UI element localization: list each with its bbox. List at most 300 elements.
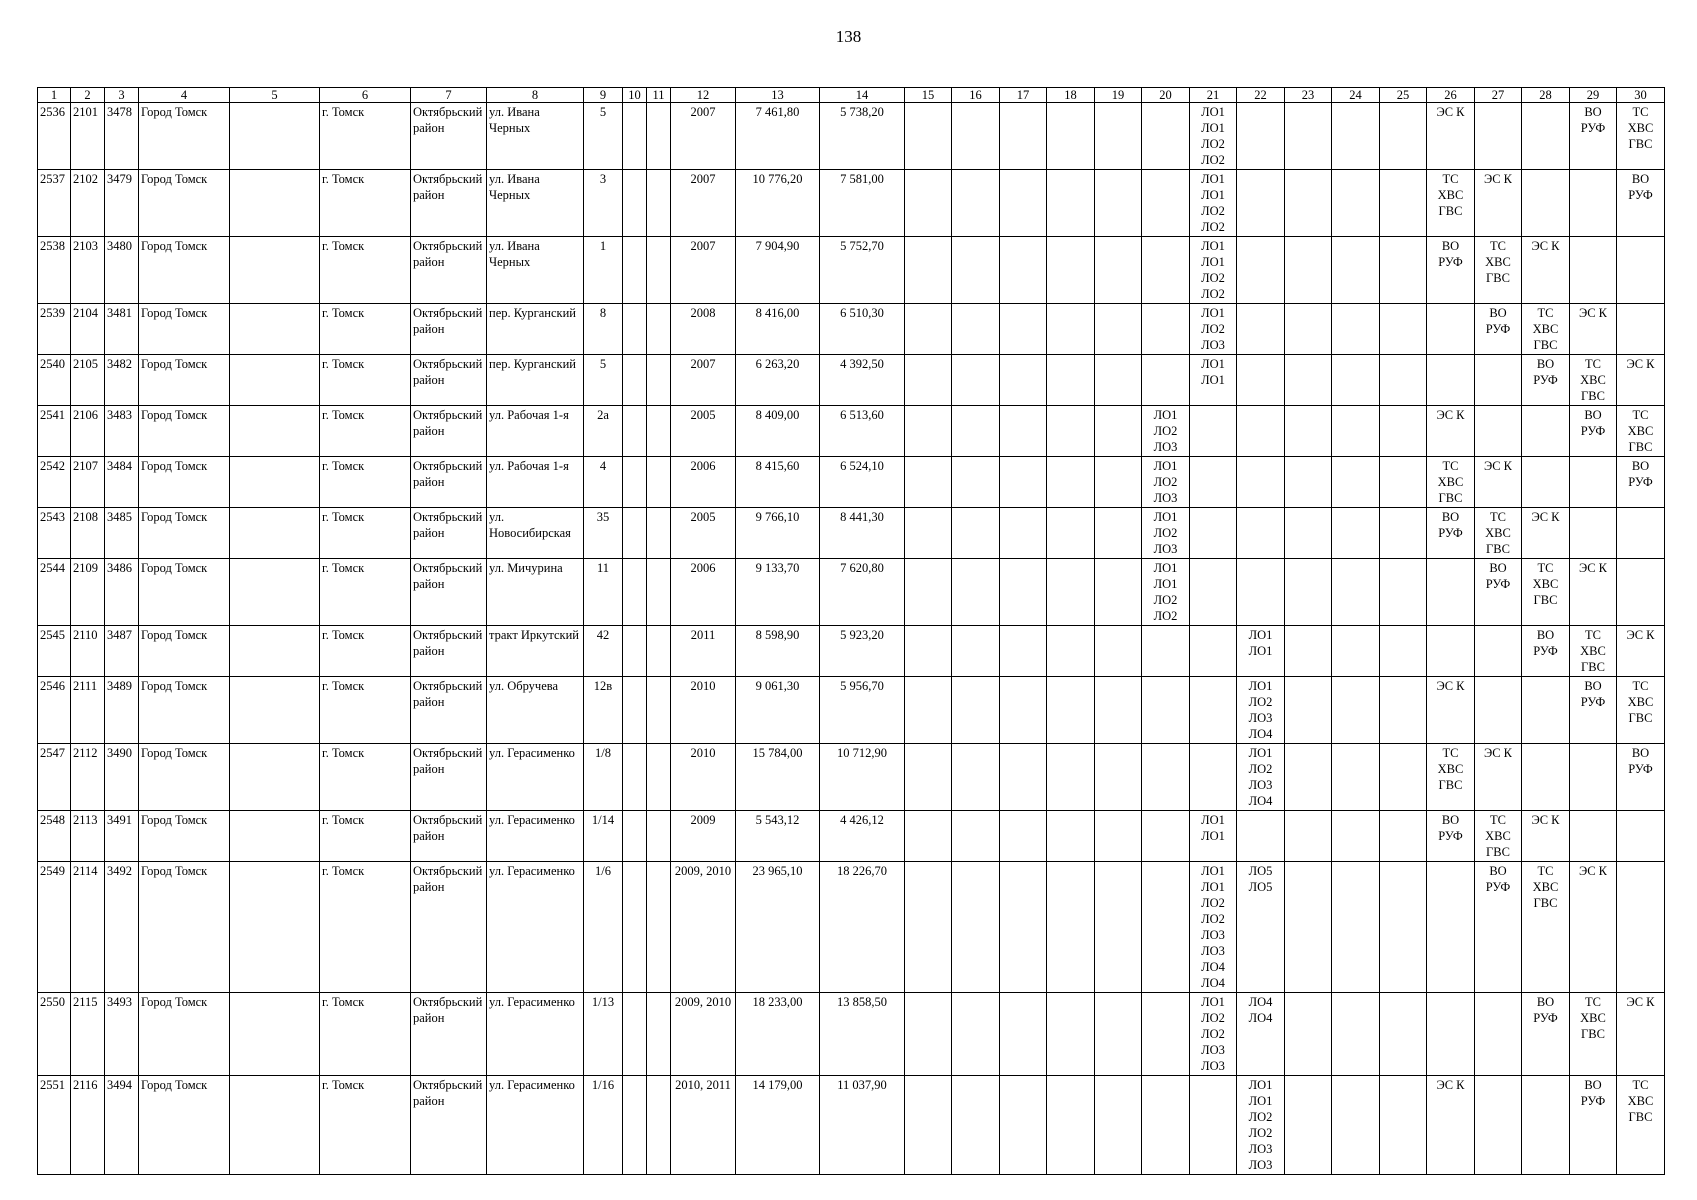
code-entry: ГВС (1438, 491, 1463, 505)
cell-col-1: 2545 (38, 626, 71, 677)
cell-col-8: ул. Новосибирская (487, 508, 584, 559)
code-entry: ЭС К (1578, 561, 1608, 575)
cell-col-29 (1570, 626, 1617, 677)
cell-col-1: 2541 (38, 406, 71, 457)
code-entry: ЭС К (1531, 239, 1560, 253)
cell-col-1: 2544 (38, 559, 71, 626)
cell-col-16 (952, 103, 1000, 170)
table-row (38, 237, 1665, 304)
code-entry: ЛО1 (1201, 373, 1225, 387)
table-row (38, 1076, 1665, 1175)
code-entry: ХВС (1580, 644, 1606, 658)
column-header-19: 19 (1095, 88, 1142, 103)
cell-col-15 (905, 862, 952, 993)
cell-col-13: 7 904,90 (736, 237, 820, 304)
cell-col-23 (1285, 304, 1332, 355)
cell-col-13: 8 598,90 (736, 626, 820, 677)
code-entry: ГВС (1533, 896, 1558, 910)
cell-col-8: пер. Курганский (487, 355, 584, 406)
cell-col-23 (1285, 170, 1332, 237)
cell-col-1: 2546 (38, 677, 71, 744)
cell-col-18 (1047, 1076, 1095, 1175)
cell-col-27 (1475, 508, 1522, 559)
cell-col-29 (1570, 811, 1617, 862)
code-entry: ЛО1 (1201, 880, 1225, 894)
column-header-10: 10 (623, 88, 647, 103)
cell-col-23 (1285, 1076, 1332, 1175)
code-entry: ГВС (1628, 137, 1653, 151)
cell-col-1: 2537 (38, 170, 71, 237)
cell-col-16 (952, 744, 1000, 811)
cell-col-6: г. Томск (320, 677, 411, 744)
cell-col-7: Октябрьский район (411, 508, 487, 559)
cell-col-12: 2010, 2011 (671, 1076, 736, 1175)
cell-col-17 (1000, 1076, 1047, 1175)
code-entry: ЛО4 (1248, 995, 1273, 1009)
cell-col-10 (623, 355, 647, 406)
cell-col-4: Город Томск (139, 457, 230, 508)
cell-col-5 (230, 862, 320, 993)
code-entry: ЛО3 (1153, 491, 1178, 505)
cell-col-16 (952, 406, 1000, 457)
cell-col-29 (1570, 355, 1617, 406)
cell-col-9: 1/8 (584, 744, 623, 811)
code-entry: ГВС (1533, 338, 1558, 352)
cell-col-27 (1475, 626, 1522, 677)
cell-col-18 (1047, 744, 1095, 811)
cell-col-6: г. Томск (320, 103, 411, 170)
cell-col-5 (230, 457, 320, 508)
code-entry: ЛО1 (1153, 577, 1178, 591)
cell-col-5 (230, 237, 320, 304)
cell-col-29 (1570, 170, 1617, 237)
cell-col-15 (905, 237, 952, 304)
column-header-26: 26 (1427, 88, 1475, 103)
cell-col-22 (1237, 744, 1285, 811)
cell-col-17 (1000, 993, 1047, 1076)
column-header-3: 3 (105, 88, 139, 103)
cell-col-18 (1047, 457, 1095, 508)
code-entry: ЛО1 (1153, 510, 1178, 524)
cell-col-9: 5 (584, 103, 623, 170)
cell-col-14: 7 620,80 (820, 559, 905, 626)
code-entry: ХВС (1485, 526, 1511, 540)
cell-col-15 (905, 677, 952, 744)
code-entry: ВО (1584, 1078, 1602, 1092)
cell-col-18 (1047, 559, 1095, 626)
column-header-5: 5 (230, 88, 320, 103)
cell-col-30 (1617, 355, 1665, 406)
cell-col-3: 3486 (105, 559, 139, 626)
cell-col-21 (1190, 1076, 1237, 1175)
cell-col-21 (1190, 862, 1237, 993)
code-entry: ЛО1 (1248, 679, 1273, 693)
table-row (38, 457, 1665, 508)
code-entry: ТС (1490, 813, 1506, 827)
cell-col-10 (623, 811, 647, 862)
code-entry: ГВС (1628, 711, 1653, 725)
cell-col-10 (623, 457, 647, 508)
code-entry: РУФ (1580, 121, 1606, 135)
cell-col-15 (905, 508, 952, 559)
cell-col-27 (1475, 993, 1522, 1076)
code-entry: ЛО1 (1201, 105, 1225, 119)
cell-col-17 (1000, 170, 1047, 237)
cell-col-24 (1332, 237, 1380, 304)
cell-col-20 (1142, 508, 1190, 559)
cell-col-28 (1522, 744, 1570, 811)
cell-col-13: 8 415,60 (736, 457, 820, 508)
cell-col-14: 8 441,30 (820, 508, 905, 559)
cell-col-11 (647, 406, 671, 457)
cell-col-24 (1332, 993, 1380, 1076)
cell-col-15 (905, 1076, 952, 1175)
table-row (38, 170, 1665, 237)
code-entry: ЛО2 (1201, 137, 1225, 151)
cell-col-6: г. Томск (320, 626, 411, 677)
code-entry: ХВС (1580, 1011, 1606, 1025)
column-header-18: 18 (1047, 88, 1095, 103)
cell-col-1: 2549 (38, 862, 71, 993)
code-entry: ЛО2 (1201, 153, 1225, 167)
cell-col-4: Город Томск (139, 355, 230, 406)
code-entry: ХВС (1627, 424, 1654, 438)
code-entry: ЛО3 (1201, 928, 1225, 942)
code-entry: ЛО1 (1248, 746, 1273, 760)
cell-col-3: 3494 (105, 1076, 139, 1175)
cell-col-26 (1427, 103, 1475, 170)
cell-col-7: Октябрьский район (411, 1076, 487, 1175)
cell-col-14: 18 226,70 (820, 862, 905, 993)
cell-col-24 (1332, 744, 1380, 811)
cell-col-15 (905, 626, 952, 677)
cell-col-12: 2009, 2010 (671, 993, 736, 1076)
code-entry: ТС (1442, 746, 1459, 760)
code-entry: ЛО2 (1201, 204, 1225, 218)
cell-col-4: Город Томск (139, 508, 230, 559)
cell-col-6: г. Томск (320, 811, 411, 862)
cell-col-28 (1522, 237, 1570, 304)
cell-col-24 (1332, 170, 1380, 237)
cell-col-8: ул. Ивана Черных (487, 237, 584, 304)
cell-col-19 (1095, 457, 1142, 508)
cell-col-2: 2108 (71, 508, 105, 559)
code-entry: ВО (1631, 746, 1650, 760)
cell-col-29 (1570, 457, 1617, 508)
code-entry: ЛО1 (1248, 628, 1273, 642)
cell-col-10 (623, 626, 647, 677)
cell-col-19 (1095, 993, 1142, 1076)
cell-col-10 (623, 508, 647, 559)
cell-col-19 (1095, 811, 1142, 862)
cell-col-30 (1617, 508, 1665, 559)
cell-col-13: 9 061,30 (736, 677, 820, 744)
code-entry: ТС (1632, 679, 1649, 693)
cell-col-17 (1000, 406, 1047, 457)
code-entry: ЛО1 (1201, 188, 1225, 202)
cell-col-26 (1427, 406, 1475, 457)
cell-col-23 (1285, 993, 1332, 1076)
cell-col-17 (1000, 862, 1047, 993)
cell-col-14: 4 426,12 (820, 811, 905, 862)
cell-col-10 (623, 406, 647, 457)
cell-col-5 (230, 170, 320, 237)
column-header-29: 29 (1570, 88, 1617, 103)
cell-col-10 (623, 304, 647, 355)
cell-col-20 (1142, 811, 1190, 862)
cell-col-2: 2115 (71, 993, 105, 1076)
cell-col-21 (1190, 170, 1237, 237)
cell-col-26 (1427, 1076, 1475, 1175)
cell-col-9: 5 (584, 355, 623, 406)
code-entry: РУФ (1580, 424, 1606, 438)
column-header-1: 1 (38, 88, 71, 103)
cell-col-6: г. Томск (320, 744, 411, 811)
cell-col-9: 8 (584, 304, 623, 355)
cell-col-14: 6 524,10 (820, 457, 905, 508)
code-entry: РУФ (1485, 577, 1511, 591)
cell-col-1: 2548 (38, 811, 71, 862)
cell-col-27 (1475, 103, 1522, 170)
cell-col-14: 5 956,70 (820, 677, 905, 744)
code-entry: ЛО1 (1153, 408, 1178, 422)
code-entry: ЛО1 (1248, 1094, 1273, 1108)
cell-col-11 (647, 862, 671, 993)
cell-col-24 (1332, 304, 1380, 355)
cell-col-16 (952, 170, 1000, 237)
cell-col-21 (1190, 304, 1237, 355)
cell-col-2: 2104 (71, 304, 105, 355)
cell-col-4: Город Томск (139, 744, 230, 811)
cell-col-17 (1000, 811, 1047, 862)
cell-col-17 (1000, 304, 1047, 355)
cell-col-4: Город Томск (139, 626, 230, 677)
cell-col-4: Город Томск (139, 304, 230, 355)
cell-col-7: Октябрьский район (411, 406, 487, 457)
cell-col-25 (1380, 237, 1427, 304)
cell-col-19 (1095, 508, 1142, 559)
cell-col-25 (1380, 626, 1427, 677)
code-entry: ЛО4 (1201, 976, 1225, 990)
cell-col-12: 2011 (671, 626, 736, 677)
cell-col-2: 2112 (71, 744, 105, 811)
cell-col-12: 2010 (671, 744, 736, 811)
cell-col-21 (1190, 744, 1237, 811)
code-entry: ЛО3 (1248, 711, 1273, 725)
cell-col-11 (647, 103, 671, 170)
cell-col-26 (1427, 677, 1475, 744)
cell-col-21 (1190, 457, 1237, 508)
cell-col-7: Октябрьский район (411, 744, 487, 811)
code-entry: ЛО1 (1201, 357, 1225, 371)
table-header (38, 88, 1665, 103)
column-header-2: 2 (71, 88, 105, 103)
cell-col-9: 1/13 (584, 993, 623, 1076)
cell-col-2: 2110 (71, 626, 105, 677)
cell-col-15 (905, 744, 952, 811)
cell-col-1: 2540 (38, 355, 71, 406)
cell-col-22 (1237, 993, 1285, 1076)
code-entry: ЛО3 (1153, 440, 1178, 454)
cell-col-6: г. Томск (320, 508, 411, 559)
cell-col-13: 9 766,10 (736, 508, 820, 559)
code-entry: ЛО1 (1201, 239, 1225, 253)
cell-col-23 (1285, 626, 1332, 677)
cell-col-6: г. Томск (320, 355, 411, 406)
code-entry: РУФ (1438, 526, 1463, 540)
cell-col-3: 3482 (105, 355, 139, 406)
code-entry: ВО (1584, 408, 1602, 422)
cell-col-11 (647, 559, 671, 626)
cell-col-7: Октябрьский район (411, 993, 487, 1076)
code-entry: РУФ (1628, 188, 1653, 202)
cell-col-8: ул. Герасименко (487, 811, 584, 862)
cell-col-3: 3479 (105, 170, 139, 237)
header-row (38, 88, 1665, 103)
cell-col-3: 3489 (105, 677, 139, 744)
cell-col-16 (952, 508, 1000, 559)
cell-col-5 (230, 103, 320, 170)
cell-col-17 (1000, 103, 1047, 170)
cell-col-11 (647, 744, 671, 811)
code-entry: ТС (1490, 510, 1506, 524)
code-entry: ВО (1441, 239, 1460, 253)
cell-col-16 (952, 811, 1000, 862)
code-entry: ТС (1537, 864, 1554, 878)
cell-col-26 (1427, 508, 1475, 559)
cell-col-2: 2106 (71, 406, 105, 457)
code-entry: ЛО1 (1201, 172, 1225, 186)
cell-col-27 (1475, 457, 1522, 508)
code-entry: ВО (1441, 510, 1460, 524)
cell-col-29 (1570, 406, 1617, 457)
cell-col-9: 1/14 (584, 811, 623, 862)
cell-col-14: 11 037,90 (820, 1076, 905, 1175)
cell-col-12: 2007 (671, 355, 736, 406)
code-entry: РУФ (1628, 475, 1653, 489)
cell-col-18 (1047, 103, 1095, 170)
cell-col-6: г. Томск (320, 559, 411, 626)
cell-col-5 (230, 993, 320, 1076)
code-entry: ЛО2 (1153, 475, 1178, 489)
code-entry: ХВС (1532, 577, 1559, 591)
cell-col-25 (1380, 304, 1427, 355)
cell-col-4: Город Томск (139, 559, 230, 626)
cell-col-24 (1332, 1076, 1380, 1175)
column-header-4: 4 (139, 88, 230, 103)
cell-col-13: 18 233,00 (736, 993, 820, 1076)
cell-col-16 (952, 559, 1000, 626)
cell-col-12: 2007 (671, 103, 736, 170)
cell-col-14: 7 581,00 (820, 170, 905, 237)
cell-col-30 (1617, 406, 1665, 457)
cell-col-14: 5 738,20 (820, 103, 905, 170)
code-entry: ГВС (1438, 778, 1463, 792)
code-entry: ЛО5 (1248, 880, 1273, 894)
cell-col-29 (1570, 1076, 1617, 1175)
cell-col-2: 2103 (71, 237, 105, 304)
code-entry: ВО (1631, 172, 1650, 186)
code-entry: РУФ (1580, 695, 1606, 709)
code-entry: ЭС К (1483, 172, 1513, 186)
column-header-25: 25 (1380, 88, 1427, 103)
cell-col-21 (1190, 993, 1237, 1076)
cell-col-9: 2а (584, 406, 623, 457)
cell-col-10 (623, 559, 647, 626)
cell-col-18 (1047, 993, 1095, 1076)
code-entry: ТС (1490, 239, 1506, 253)
code-entry: РУФ (1438, 255, 1463, 269)
code-entry: ТС (1585, 628, 1601, 642)
cell-col-28 (1522, 170, 1570, 237)
cell-col-24 (1332, 626, 1380, 677)
cell-col-5 (230, 559, 320, 626)
cell-col-26 (1427, 304, 1475, 355)
cell-col-27 (1475, 304, 1522, 355)
table-body (38, 103, 1665, 1175)
cell-col-14: 6 513,60 (820, 406, 905, 457)
code-entry: ХВС (1485, 255, 1511, 269)
cell-col-19 (1095, 559, 1142, 626)
table-row (38, 559, 1665, 626)
code-entry: ТС (1442, 459, 1459, 473)
cell-col-18 (1047, 355, 1095, 406)
cell-col-28 (1522, 862, 1570, 993)
code-entry: ГВС (1533, 593, 1558, 607)
cell-col-2: 2111 (71, 677, 105, 744)
cell-col-28 (1522, 677, 1570, 744)
cell-col-9: 42 (584, 626, 623, 677)
cell-col-27 (1475, 811, 1522, 862)
cell-col-6: г. Томск (320, 457, 411, 508)
cell-col-6: г. Томск (320, 862, 411, 993)
code-entry: ЛО2 (1153, 609, 1178, 623)
cell-col-7: Октябрьский район (411, 811, 487, 862)
cell-col-29 (1570, 103, 1617, 170)
cell-col-28 (1522, 508, 1570, 559)
code-entry: ЛО4 (1248, 794, 1273, 808)
column-header-17: 17 (1000, 88, 1047, 103)
code-entry: ЛО3 (1248, 1142, 1273, 1156)
code-entry: ЛО2 (1201, 1027, 1225, 1041)
cell-col-14: 13 858,50 (820, 993, 905, 1076)
cell-col-26 (1427, 626, 1475, 677)
cell-col-3: 3478 (105, 103, 139, 170)
cell-col-14: 4 392,50 (820, 355, 905, 406)
cell-col-18 (1047, 508, 1095, 559)
cell-col-2: 2116 (71, 1076, 105, 1175)
code-entry: ЛО1 (1248, 1078, 1273, 1092)
code-entry: РУФ (1485, 880, 1511, 894)
column-header-24: 24 (1332, 88, 1380, 103)
cell-col-22 (1237, 677, 1285, 744)
code-entry: ХВС (1485, 829, 1511, 843)
cell-col-1: 2550 (38, 993, 71, 1076)
cell-col-28 (1522, 406, 1570, 457)
column-header-15: 15 (905, 88, 952, 103)
column-header-6: 6 (320, 88, 411, 103)
code-entry: ГВС (1486, 845, 1510, 859)
code-entry: ЭС К (1578, 306, 1608, 320)
cell-col-20 (1142, 993, 1190, 1076)
cell-col-22 (1237, 355, 1285, 406)
cell-col-3: 3485 (105, 508, 139, 559)
code-entry: ЛО3 (1201, 1043, 1225, 1057)
cell-col-11 (647, 1076, 671, 1175)
code-entry: ХВС (1437, 475, 1464, 489)
cell-col-17 (1000, 457, 1047, 508)
code-entry: ГВС (1438, 204, 1463, 218)
